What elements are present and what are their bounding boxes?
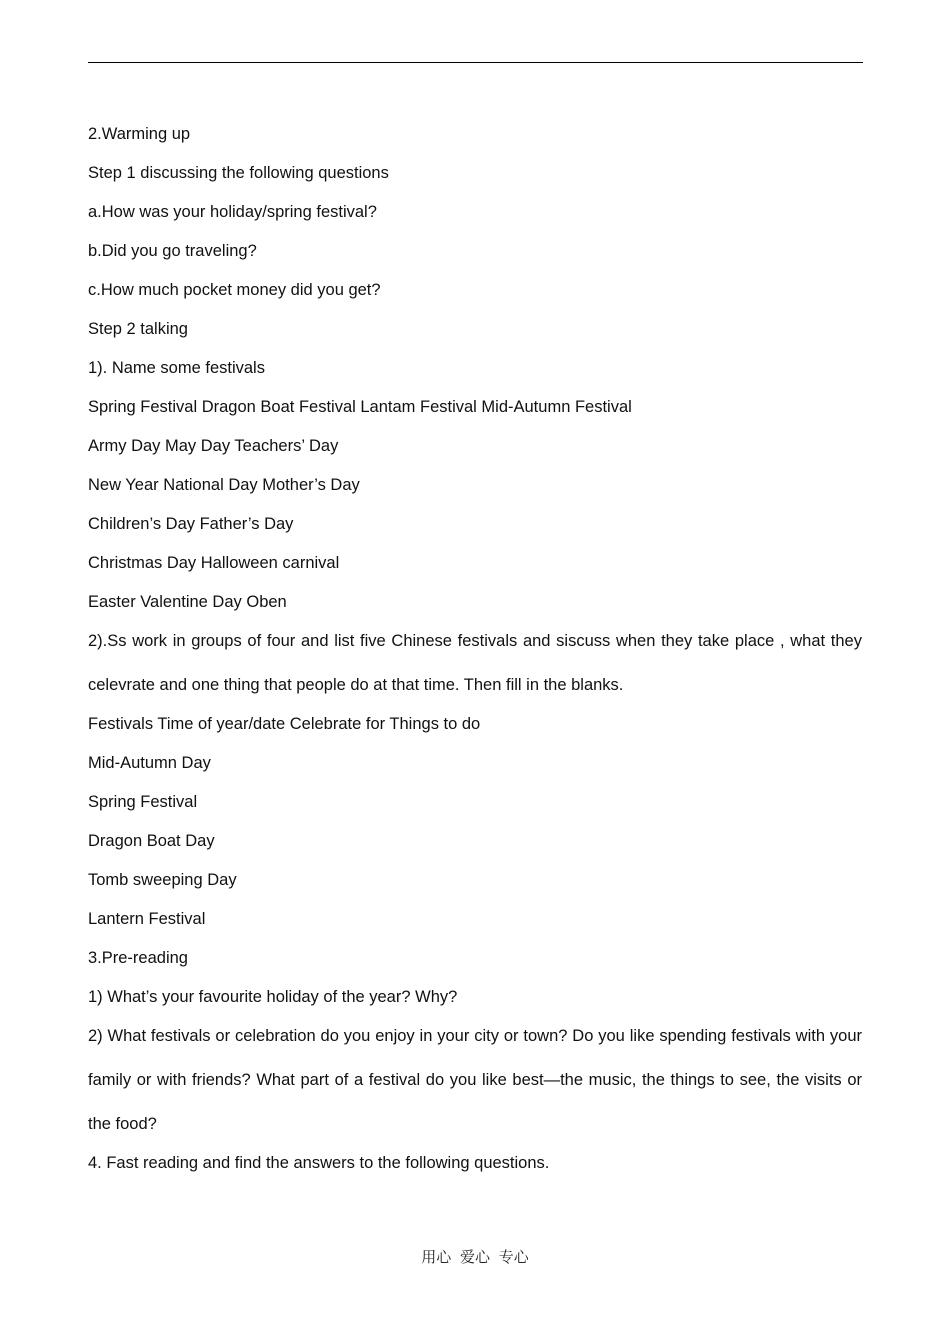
table-row: Tomb sweeping Day [88, 871, 237, 889]
question-paragraph: 2) What festivals or celebration do you enjoy in your city or town? Do you like spending festivals with your family or with friends? What part of a festival do you like best—the music, the things to see, the visits or the food? [88, 1027, 862, 1133]
festival-list-line: Children’s Day Father’s Day [88, 515, 294, 533]
section-heading-pre-reading: 3.Pre-reading [88, 949, 188, 967]
question-item: a.How was your holiday/spring festival? [88, 203, 377, 221]
page-footer: 用心 爱心 专心 [421, 1248, 529, 1266]
festival-list-line: Army Day May Day Teachers’ Day [88, 437, 339, 455]
festival-list-line: Spring Festival Dragon Boat Festival Lantam Festival Mid-Autumn Festival [88, 398, 632, 416]
section-heading-warming-up: 2.Warming up [88, 125, 191, 143]
festival-list-line: Easter Valentine Day Oben [88, 593, 287, 611]
question-item: c.How much pocket money did you get? [88, 281, 381, 299]
question-item: b.Did you go traveling? [88, 242, 257, 260]
section-heading-fast-reading: 4. Fast reading and find the answers to the following questions. [88, 1154, 550, 1172]
document-body [88, 122, 862, 1190]
table-row: Lantern Festival [88, 910, 206, 928]
table-row: Dragon Boat Day [88, 832, 215, 850]
table-row: Spring Festival [88, 793, 198, 811]
festival-list-line: New Year National Day Mother’s Day [88, 476, 360, 494]
step-heading: Step 1 discussing the following questions [88, 164, 389, 182]
task-paragraph: 2).Ss work in groups of four and list five Chinese festivals and siscuss when they take place , what they celevrate and one thing that people do at that time. Then fill in the blanks. [88, 632, 862, 694]
header-rule [88, 62, 863, 63]
task-item: 1). Name some festivals [88, 359, 265, 377]
step-heading: Step 2 talking [88, 320, 188, 338]
festival-list-line: Christmas Day Halloween carnival [88, 554, 340, 572]
table-row: Mid-Autumn Day [88, 754, 211, 772]
table-header-line: Festivals Time of year/date Celebrate for Things to do [88, 715, 481, 733]
question-item: 1) What’s your favourite holiday of the year? Why? [88, 988, 458, 1006]
